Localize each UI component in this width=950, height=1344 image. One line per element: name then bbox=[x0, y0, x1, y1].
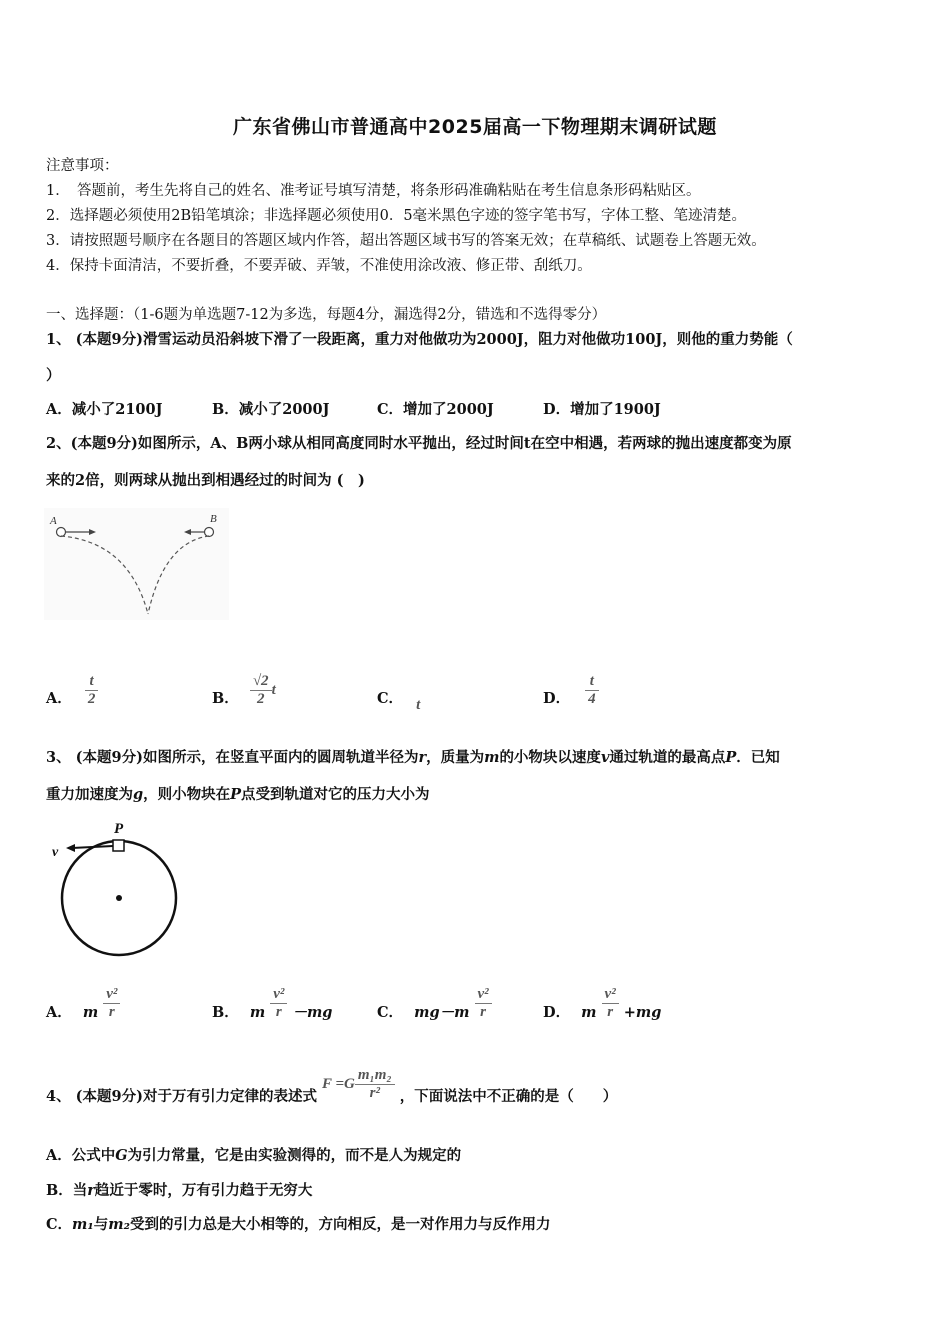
q4-option-c[interactable]: C．m₁与m₂受到的引力总是大小相等的，方向相反，是一对作用力与反作用力 bbox=[46, 1216, 551, 1233]
fraction-den: r bbox=[475, 1003, 492, 1021]
fraction bbox=[250, 673, 272, 708]
option-prefix: m bbox=[581, 1004, 597, 1021]
q3-option-a[interactable] bbox=[46, 985, 120, 1022]
fraction-num: √2 bbox=[252, 672, 269, 689]
formula-num: m₁m₂ bbox=[357, 1066, 392, 1083]
notice-heading: 注意事项： bbox=[46, 158, 119, 174]
q3-option-d[interactable] bbox=[543, 985, 662, 1022]
option-letter: B． bbox=[212, 690, 239, 707]
fraction-den: 2 bbox=[85, 690, 99, 708]
q2-projectile-figure bbox=[44, 508, 229, 620]
ball-a bbox=[57, 528, 66, 537]
fraction bbox=[585, 673, 599, 708]
fraction-num: v² bbox=[477, 985, 489, 1002]
q1-stem-line2: ） bbox=[46, 367, 61, 384]
fraction-num: t bbox=[589, 672, 594, 689]
q1-option-d[interactable]: D．增加了1900J bbox=[543, 401, 661, 418]
q4-option-a[interactable]: A．公式中G为引力常量，它是由实验测得的，而不是人为规定的 bbox=[46, 1147, 462, 1164]
fraction-den: 2 bbox=[250, 690, 272, 708]
circle-center bbox=[116, 895, 122, 901]
page-title: 广东省佛山市普通高中2025届高一下物理期末调研试题 bbox=[233, 116, 717, 138]
option-letter: C． bbox=[377, 690, 404, 707]
gravitation-formula bbox=[322, 1067, 395, 1102]
q4-stem bbox=[46, 1066, 618, 1106]
section-heading: 一、选择题：（1-6题为单选题7-12为多选，每题4分，漏选得2分，错选和不选得零分） bbox=[46, 307, 607, 323]
fraction-den: r bbox=[103, 1003, 120, 1021]
q4-stem-prefix: 4、 (本题9分)对于万有引力定律的表述式 bbox=[46, 1088, 317, 1105]
fraction bbox=[103, 986, 120, 1021]
notice-item-1: 1． 答题前，考生先将自己的姓名、准考证号填写清楚，将条形码准确粘贴在考生信息条形码粘贴区。 bbox=[46, 183, 701, 199]
fraction-den: r bbox=[602, 1003, 619, 1021]
option-value: t bbox=[416, 696, 421, 713]
label-v: v bbox=[52, 845, 59, 860]
fraction bbox=[602, 986, 619, 1021]
label-p: P bbox=[114, 821, 124, 837]
fraction-num: t bbox=[89, 672, 94, 689]
fraction-num: v² bbox=[604, 985, 616, 1002]
q3-stem-line2: 重力加速度为g，则小物块在P点受到轨道对它的压力大小为 bbox=[46, 786, 430, 803]
option-letter: D． bbox=[543, 690, 571, 707]
velocity-arrow-icon bbox=[66, 844, 75, 852]
q3-circle-track-figure bbox=[48, 814, 188, 962]
ball-b bbox=[205, 528, 214, 537]
q3-option-b[interactable] bbox=[212, 985, 333, 1022]
q4-option-b[interactable]: B．当r趋近于零时，万有引力趋于无穷大 bbox=[46, 1182, 313, 1199]
option-prefix: m bbox=[249, 1004, 266, 1021]
q2-option-b[interactable] bbox=[212, 672, 276, 708]
fraction bbox=[85, 673, 99, 708]
fraction-den: 4 bbox=[585, 690, 599, 708]
option-letter: D． bbox=[543, 1004, 571, 1021]
q2-option-c[interactable] bbox=[377, 687, 421, 713]
q1-stem-line1: 1、 (本题9分)滑雪运动员沿斜坡下滑了一段距离，重力对他做功为2000J，阻力对他做功100J，则他的重力势能（ bbox=[46, 331, 793, 348]
fraction bbox=[270, 986, 287, 1021]
label-b: B bbox=[210, 513, 217, 525]
option-letter: A． bbox=[46, 690, 72, 707]
option-letter: C． bbox=[377, 1004, 404, 1021]
q2-option-a[interactable] bbox=[46, 672, 98, 708]
notice-item-3: 3．请按照题号顺序在各题目的答题区域内作答，超出答题区域书写的答案无效；在草稿纸、试题卷上答题无效。 bbox=[46, 233, 766, 249]
option-suffix: －mg bbox=[292, 1004, 333, 1021]
notice-item-2: 2．选择题必须使用2B铅笔填涂；非选择题必须使用0．5毫米黑色字迹的签字笔书写，字体工整、笔迹清楚。 bbox=[46, 208, 747, 224]
q3-option-c[interactable] bbox=[377, 985, 492, 1022]
q1-option-c[interactable]: C．增加了2000J bbox=[377, 401, 494, 418]
option-prefix: m bbox=[82, 1004, 99, 1021]
formula-lhs: F =G bbox=[322, 1075, 355, 1092]
q1-option-a[interactable]: A．减小了2100J bbox=[46, 401, 163, 418]
option-prefix: mg－m bbox=[414, 1004, 470, 1021]
fraction-tail: t bbox=[271, 681, 276, 698]
option-suffix: +mg bbox=[623, 1004, 662, 1021]
fraction-num: v² bbox=[273, 985, 285, 1002]
option-letter: B． bbox=[212, 1004, 239, 1021]
formula-den: r² bbox=[355, 1084, 395, 1102]
q1-option-b[interactable]: B．减小了2000J bbox=[212, 401, 330, 418]
q2-stem-line1: 2、(本题9分)如图所示，A、B两小球从相同高度同时水平抛出，经过时间t在空中相遇，若两球的抛出速度都变为原 bbox=[46, 435, 792, 452]
label-a: A bbox=[50, 515, 57, 527]
q2-stem-line2: 来的2倍，则两球从抛出到相遇经过的时间为 ( ) bbox=[46, 472, 365, 489]
q3-stem-line1: 3、 (本题9分)如图所示，在竖直平面内的圆周轨道半径为r，质量为m的小物块以速度v通过轨道的最高点P．已知 bbox=[46, 749, 780, 766]
fraction-num: v² bbox=[106, 985, 118, 1002]
q4-stem-suffix: ，下面说法中不正确的是（ ） bbox=[399, 1088, 618, 1105]
option-letter: A． bbox=[46, 1004, 72, 1021]
q2-option-d[interactable] bbox=[543, 672, 599, 708]
notice-item-4: 4．保持卡面清洁，不要折叠，不要弄破、弄皱，不准使用涂改液、修正带、刮纸刀。 bbox=[46, 258, 592, 274]
fraction bbox=[475, 986, 492, 1021]
fraction-den: r bbox=[270, 1003, 287, 1021]
block-p bbox=[113, 840, 124, 851]
